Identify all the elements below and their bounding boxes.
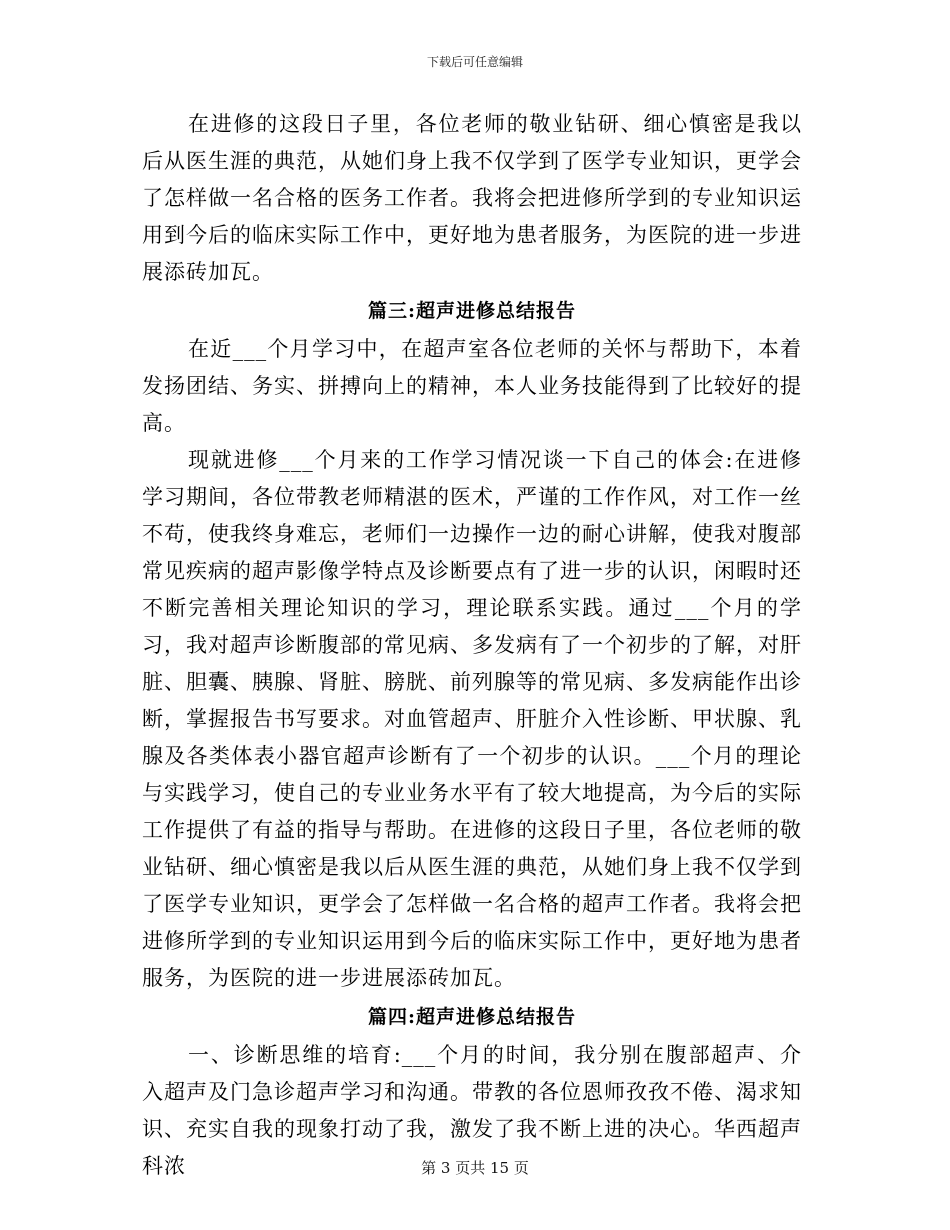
paragraph-section3-1: 在近___个月学习中，在超声室各位老师的关怀与帮助下，本着发扬团结、务实、拼搏向上的精神，本人业务技能得到了比较好的提高。 <box>142 337 802 435</box>
page-footer: 第 3 页共 15 页 <box>421 1159 529 1177</box>
paragraph-intro: 在进修的这段日子里，各位老师的敬业钻研、细心慎密是我以后从医生涯的典范，从她们身上我不仅学到了医学专业知识，更学会了怎样做一名合格的医务工作者。我将会把进修所学到的专业知识运用到今后的临床实际工作中，更好地为患者服务，为医院的进一步进展添砖加瓦。 <box>142 112 802 284</box>
section-heading-4: 篇四:超声进修总结报告 <box>367 1006 576 1028</box>
page-header: 下载后可任意编辑 <box>426 55 523 69</box>
paragraph-section4-1: 一、诊断思维的培育:___个月的时间，我分别在腹部超声、介入超声及门急诊超声学习和沟通。带教的各位恩师孜孜不倦、渴求知识、充实自我的现象打动了我，激发了我不断上进的决心。华西超声科浓 <box>142 1043 802 1178</box>
document-body <box>142 106 802 1185</box>
paragraph-section3-2: 现就进修___个月来的工作学习情况谈一下自己的体会:在进修学习期间，各位带教老师精湛的医术，严谨的工作作风，对工作一丝不苟，使我终身难忘，老师们一边操作一边的耐心讲解，使我对腹部常见疾病的超声影像学特点及诊断要点有了进一步的认识，闲暇时还不断完善相关理论知识的学习，理论联系实践。通过___个月的学习，我对超声诊断腹部的常见病、多发病有了一个初步的了解，对肝脏、胆囊、胰腺、肾脏、膀胱、前列腺等的常见病、多发病能作出诊断，掌握报告书写要求。对血管超声、肝脏介入性诊断、甲状腺、乳腺及各类体表小器官超声诊断有了一个初步的认识。___个月的理论与实践学习，使自己的专业业务水平有了较大地提高，为今后的实际工作提供了有益的指导与帮助。在进修的这段日子里，各位老师的敬业钻研、细心慎密是我以后从医生涯的典范，从她们身上我不仅学到了医学专业知识，更学会了怎样做一名合格的超声工作者。我将会把进修所学到的专业知识运用到今后的临床实际工作中，更好地为患者服务，为医院的进一步进展添砖加瓦。 <box>142 448 802 990</box>
section-heading-3: 篇三:超声进修总结报告 <box>367 300 576 322</box>
